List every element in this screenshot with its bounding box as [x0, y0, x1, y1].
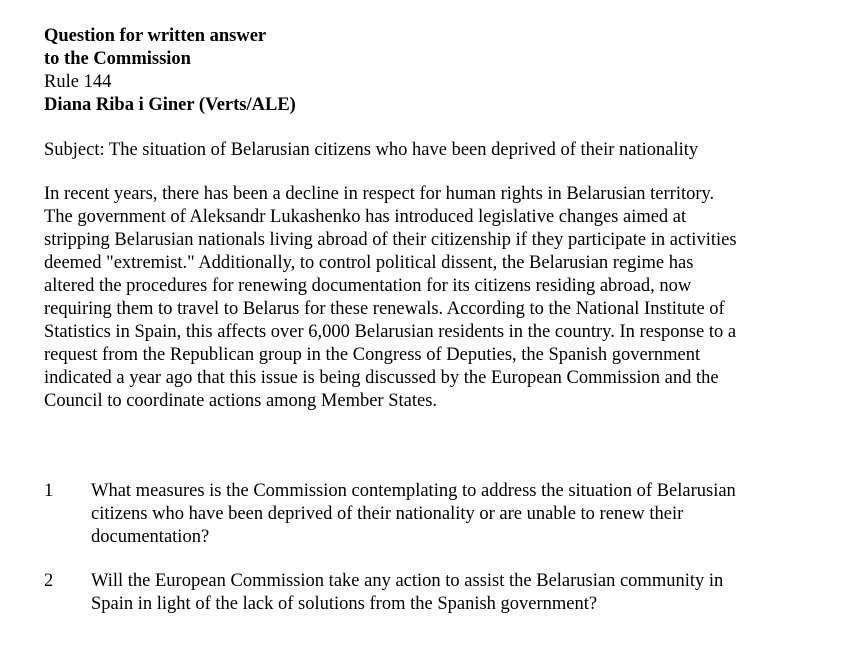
body-line: stripping Belarusian nationals living abroad of their citizenship if they participate in activities	[44, 230, 737, 250]
question-line: What measures is the Commission contemplating to address the situation of Belarusian	[91, 481, 736, 501]
document-type-title: Question for written answer	[44, 26, 267, 46]
question-text	[91, 570, 834, 616]
rule-reference: Rule 144	[44, 72, 112, 92]
question-line: documentation?	[91, 527, 210, 547]
body-line: request from the Republican group in the Congress of Deputies, the Spanish government	[44, 345, 701, 365]
question-line: Will the European Commission take any action to assist the Belarusian community in	[91, 571, 724, 591]
document-header	[44, 25, 834, 117]
body-line: In recent years, there has been a decline in respect for human rights in Belarusian territory.	[44, 184, 715, 204]
question-line: Spain in light of the lack of solutions from the Spanish government?	[91, 594, 598, 614]
body-line: requiring them to travel to Belarus for these renewals. According to the National Institute of	[44, 299, 725, 319]
body-line: altered the procedures for renewing documentation for its citizens residing abroad, now	[44, 276, 692, 296]
document-addressee: to the Commission	[44, 49, 191, 69]
question-text	[91, 480, 834, 549]
question-list	[44, 480, 834, 616]
document-page	[44, 25, 834, 637]
question-number: 1	[44, 481, 54, 501]
question-item	[44, 480, 834, 549]
author-name: Diana Riba i Giner (Verts/ALE)	[44, 95, 296, 115]
body-line: deemed "extremist." Additionally, to control political dissent, the Belarusian regime has	[44, 253, 694, 273]
body-line: indicated a year ago that this issue is being discussed by the European Commission and the	[44, 368, 719, 388]
question-number: 2	[44, 571, 54, 591]
body-paragraph	[44, 183, 834, 413]
question-line: citizens who have been deprived of their nationality or are unable to renew their	[91, 504, 684, 524]
body-line: The government of Aleksandr Lukashenko has introduced legislative changes aimed at	[44, 207, 687, 227]
question-item	[44, 570, 834, 616]
subject-line: Subject: The situation of Belarusian citizens who have been deprived of their nationality	[44, 140, 699, 160]
body-line: Statistics in Spain, this affects over 6,000 Belarusian residents in the country. In response to a	[44, 322, 737, 342]
body-line: Council to coordinate actions among Member States.	[44, 391, 438, 411]
